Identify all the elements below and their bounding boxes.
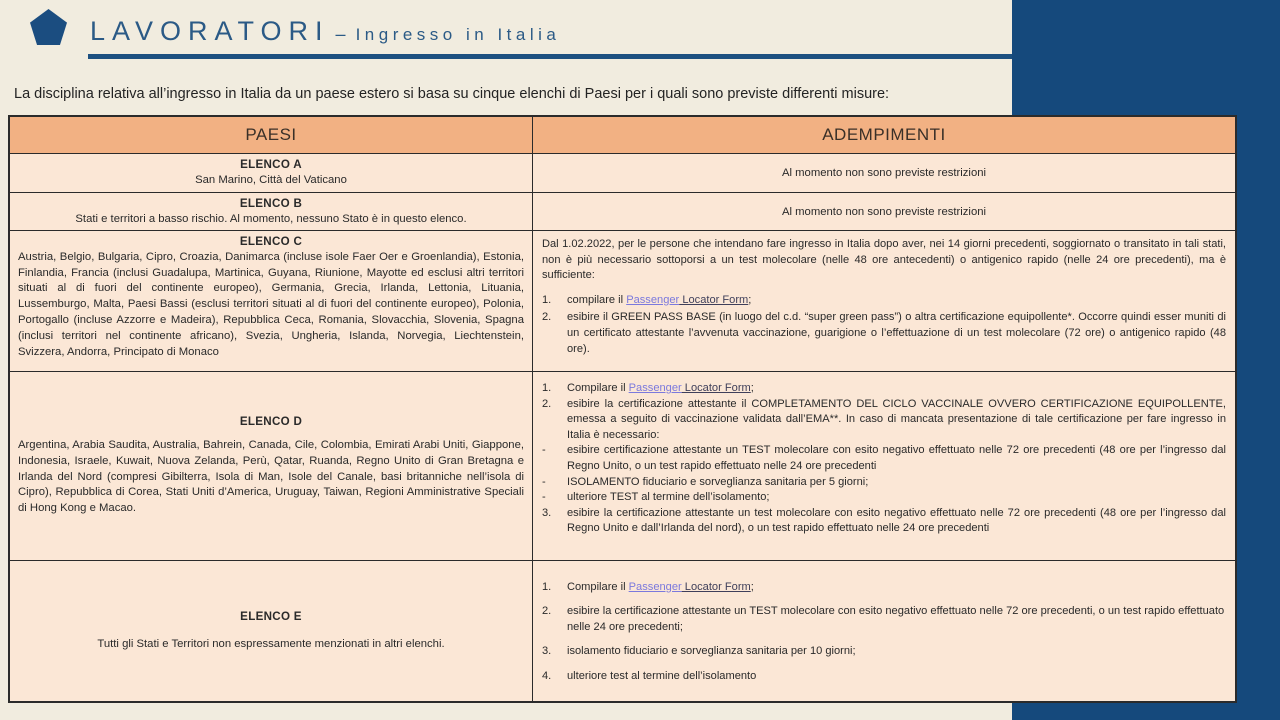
paesi-cell-elenco-c [10, 231, 533, 372]
title-separator: – [335, 24, 346, 44]
list-item-text [567, 293, 1226, 309]
elenco-b-heading: ELENCO B [239, 197, 303, 210]
elenco-e-heading: ELENCO E [240, 609, 302, 623]
paesi-cell-elenco-d [10, 372, 533, 561]
list-item-text: esibire il GREEN PASS BASE (in luogo del c.d. “super green pass”) o altra certificazione equipollente*. Occorre quindi esser muniti di un certificato attestante l’avvenuta vaccinazione, guarigione o l’effettuazione di un test molecolare (72 ore) o antigenico rapido (48 ore). [567, 311, 1226, 355]
elenco-a-heading: ELENCO A [240, 158, 302, 171]
list-item [542, 506, 1226, 537]
list-item [542, 580, 1226, 596]
paesi-cell-elenco-e [10, 561, 533, 701]
list-item-text: ISOLAMENTO fiduciario e sorveglianza sanitaria per 5 giorni; [567, 475, 869, 488]
link-text-rest: Locator Form [681, 580, 751, 593]
list-item-text: ulteriore test al termine dell’isolamento [567, 669, 757, 682]
link-prefix-text: Compilare il [567, 382, 629, 394]
adempimenti-cell-elenco-c [533, 231, 1235, 372]
paesi-cell-elenco-b [10, 193, 533, 231]
elenco-c-countries: Austria, Belgio, Bulgaria, Cipro, Croazia, Danimarca (incluse isole Faer Oer e Groenlandia), Estonia, Finlandia, Francia (inclusi Guadalupa, Martinica, Guyana, Riunione, Mayotte ed esclusi altri territori situati al di fuori del continente europeo), Germania, Grecia, Irlanda, Lettonia, Lituania, Lussemburgo, Malta, Paesi Bassi (esclusi territori situati al di fuori del continente europeo), Polonia, Portogallo (incluse Azzorre e Madeira), Repubblica Ceca, Romania, Slovacchia, Slovenia, Spagna (inclusi territori nel continente africano), Svezia, Ungheria, Islanda, Norvegia, Liechtenstein, Svizzera, Andorra, Principato di Monaco [18, 250, 524, 358]
list-marker: 1. [542, 293, 552, 306]
page-title [90, 16, 560, 47]
list-item [542, 310, 1226, 357]
list-marker: 1. [542, 382, 552, 394]
elenco-d-heading: ELENCO D [239, 415, 303, 429]
list-item-text: esibire la certificazione attestante il COMPLETAMENTO DEL CICLO VACCINALE OVVERO CERTIFICAZIONE EQUIPOLLENTE, emessa a seguito di vaccinazione validata dall’EMA**. In caso di mancata presentazione di tale certificazione per fare ingresso in Italia è necessario: [567, 397, 1226, 441]
list-marker: 2. [542, 605, 552, 618]
list-marker: 3. [542, 506, 552, 519]
title-main: LAVORATORI [90, 16, 330, 46]
passenger-locator-form-link[interactable] [629, 382, 751, 394]
link-suffix-text: ; [750, 580, 754, 593]
list-item-text [567, 381, 1226, 397]
column-header-adempimenti: ADEMPIMENTI [533, 117, 1235, 154]
list-item [542, 475, 1226, 491]
adempimenti-cell-elenco-b [533, 193, 1235, 231]
list-marker: 2. [542, 397, 552, 410]
link-text-colored: Passenger [628, 382, 682, 394]
link-prefix-text: Compilare il [567, 580, 629, 593]
list-item [542, 443, 1226, 474]
adempimenti-c-intro: Dal 1.02.2022, per le persone che intendano fare ingresso in Italia dopo aver, nei 14 giorni precedenti, soggiornato o transitato in tali stati, non è più necessario sottoporsi a un test molecolare (nelle 48 ore antecedenti) o antigenico rapido (nelle 24 ore precedenti), ma è sufficiente: [542, 238, 1226, 282]
title-subtitle: Ingresso in Italia [355, 25, 561, 44]
link-suffix-text: ; [748, 293, 752, 306]
column-header-paesi: PAESI [10, 117, 533, 154]
elenco-c-heading: ELENCO C [239, 235, 303, 248]
link-text-rest: Locator Form [679, 293, 749, 306]
list-item-text: ulteriore TEST al termine dell’isolamento; [567, 491, 770, 504]
adempimenti-cell-elenco-e [533, 561, 1235, 701]
link-suffix-text: ; [750, 382, 754, 394]
passenger-locator-form-link[interactable] [626, 294, 748, 306]
list-item-text [567, 580, 1226, 596]
adempimenti-b-text: Al momento non sono previste restrizioni [781, 205, 987, 218]
link-prefix-text: compilare il [567, 293, 627, 306]
list-item-text: esibire certificazione attestante un TEST molecolare con esito negativo effettuato nelle 72 ore precedenti (48 ore per l’ingresso dal Regno Unito, o un test rapido effettuato nelle 24 ore precedenti [567, 444, 1226, 472]
adempimenti-cell-elenco-d [533, 372, 1235, 561]
list-marker: 1. [542, 580, 552, 593]
elenco-d-countries: Argentina, Arabia Saudita, Australia, Bahrein, Canada, Cile, Colombia, Emirati Arabi Uniti, Giappone, Indonesia, Israele, Kuwait, Nuova Zelanda, Perù, Qatar, Ruanda, Regno Unito di Gran Bretagna e Irlanda del Nord (compresi Gibilterra, Isola di Man, Isole del Canale, basi britanniche nell’isola di Cipro), Repubblica di Corea, Stati Uniti d’America, Uruguay, Taiwan, Regioni Amministrative Speciali di Hong Kong e Macao. [18, 438, 524, 515]
countries-table [8, 115, 1237, 703]
title-underline [88, 54, 1012, 59]
list-item-text: isolamento fiduciario e sorveglianza sanitaria per 10 giorni; [567, 645, 856, 658]
adempimenti-cell-elenco-a [533, 154, 1235, 193]
link-text-colored: Passenger [628, 580, 682, 593]
list-item-text: esibire la certificazione attestante un test molecolare con esito negativo effettuato nelle 72 ore precedenti (48 ore per l’ingresso dal Regno Unito e dall’Irlanda del nord), o un test rapido effettuato nelle 24 ore precedenti [567, 506, 1226, 535]
list-item [542, 381, 1226, 397]
elenco-a-countries: San Marino, Città del Vaticano [195, 173, 347, 186]
list-marker: - [542, 475, 546, 488]
pentagon-icon [30, 9, 67, 45]
list-item [542, 397, 1226, 444]
passenger-locator-form-link[interactable] [629, 581, 751, 593]
list-marker: 4. [542, 669, 552, 682]
list-item-text: esibire la certificazione attestante un TEST molecolare con esito negativo effettuato nelle 72 ore precedenti, o un test rapido effettuato nelle 24 ore precedenti; [567, 605, 1225, 633]
list-marker: 3. [542, 645, 552, 658]
list-item [542, 669, 1226, 685]
list-item [542, 604, 1226, 635]
link-text-rest: Locator Form [681, 382, 751, 394]
adempimenti-a-text: Al momento non sono previste restrizioni [781, 167, 987, 179]
list-item [542, 644, 1226, 660]
intro-text: La disciplina relativa all’ingresso in Italia da un paese estero si basa su cinque elenchi di Paesi per i quali sono previste differenti misure: [14, 86, 890, 102]
list-item [542, 490, 1226, 506]
list-marker: - [542, 491, 546, 504]
elenco-b-countries: Stati e territori a basso rischio. Al momento, nessuno Stato è in questo elenco. [75, 212, 467, 225]
paesi-cell-elenco-a [10, 154, 533, 193]
link-text-colored: Passenger [626, 293, 680, 306]
list-marker: 2. [542, 311, 552, 324]
elenco-e-countries: Tutti gli Stati e Territori non espressamente menzionati in altri elenchi. [97, 637, 445, 650]
list-item [542, 293, 1226, 309]
list-marker: - [542, 444, 546, 457]
